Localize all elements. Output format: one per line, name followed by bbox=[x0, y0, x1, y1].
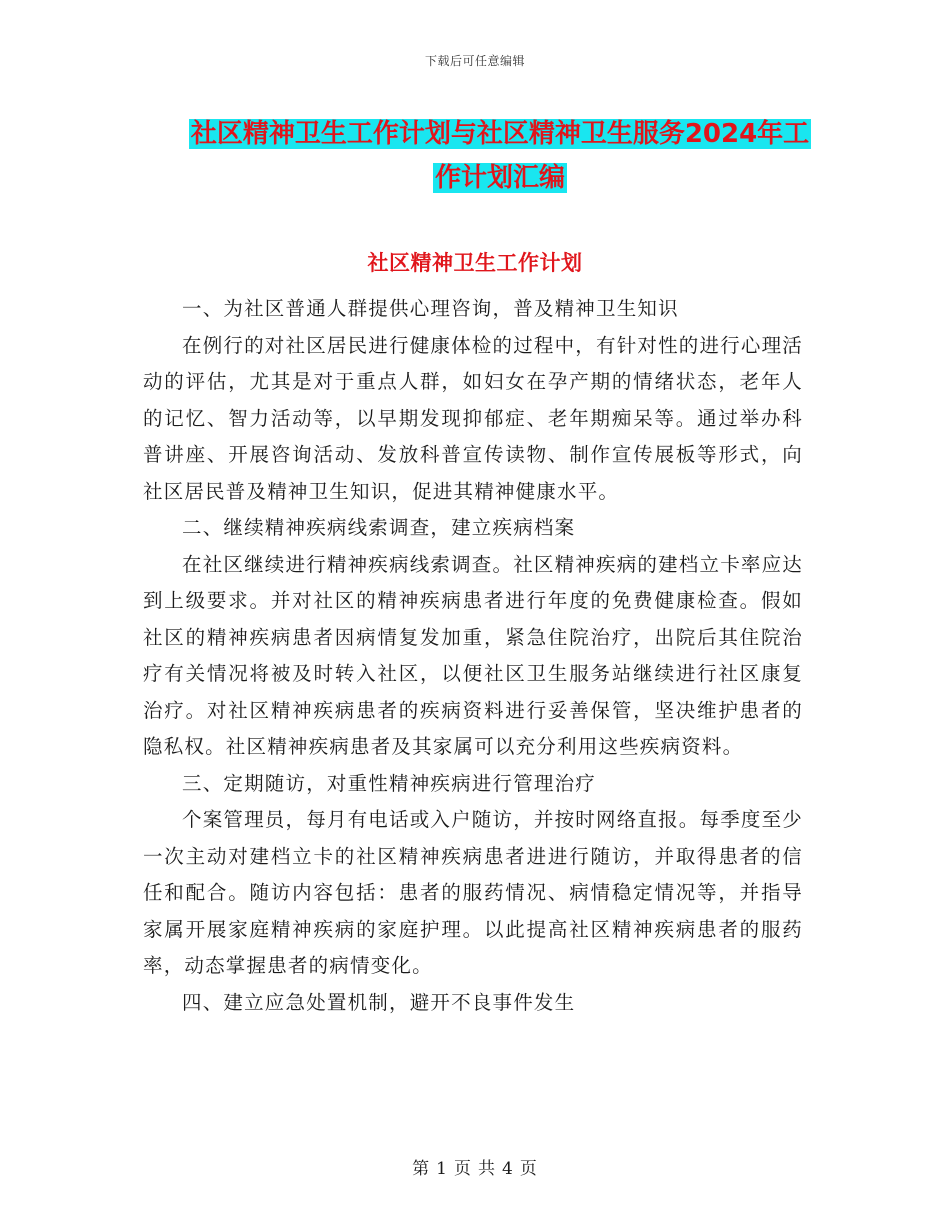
paragraph-1: 在例行的对社区居民进行健康体检的过程中，有针对性的进行心理活动的评估，尤其是对于重点人群，如妇女在孕产期的情绪状态，老年人的记忆、智力活动等，以早期发现抑郁症、老年期痴呆等。通过举办科普讲座、开展咨询活动、发放科普宣传读物、制作宣传展板等形式，向社区居民普及精神卫生知识，促进其精神健康水平。 bbox=[143, 333, 804, 503]
heading-3: 三、定期随访，对重性精神疾病进行管理治疗 bbox=[182, 771, 597, 795]
paragraph-2: 在社区继续进行精神疾病线索调查。社区精神疾病的建档立卡率应达到上级要求。并对社区的精神疾病患者进行年度的免费健康检查。假如社区的精神疾病患者因病情复发加重，紧急住院治疗，出院后其住院治疗有关情况将被及时转入社区，以便社区卫生服务站继续进行社区康复治疗。对社区精神疾病患者的疾病资料进行妥善保管，坚决维护患者的隐私权。社区精神疾病患者及其家属可以充分利用这些疾病资料。 bbox=[143, 552, 804, 758]
paragraph-3: 个案管理员，每月有电话或入户随访，并按时网络直报。每季度至少一次主动对建档立卡的社区精神疾病患者进进行随访，并取得患者的信任和配合。随访内容包括：患者的服药情况、病情稳定情况等，并指导家属开展家庭精神疾病的家庭护理。以此提高社区精神疾病患者的服药率，动态掌握患者的病情变化。 bbox=[143, 808, 804, 977]
footer-label-total: 共 bbox=[478, 1159, 496, 1179]
footer-label-page-unit: 页 bbox=[454, 1159, 472, 1179]
document-title bbox=[140, 112, 860, 200]
document-title-line-2: 作计划汇编 bbox=[434, 163, 565, 193]
document-title-line-1: 社区精神卫生工作计划与社区精神卫生服务2024年工 bbox=[190, 119, 810, 149]
page-footer bbox=[0, 1154, 950, 1179]
footer-total-pages: 4 bbox=[502, 1159, 514, 1179]
footer-current-page: 1 bbox=[436, 1159, 448, 1179]
header-note: 下载后可任意编辑 bbox=[424, 54, 525, 68]
section-title: 社区精神卫生工作计划 bbox=[367, 251, 583, 275]
heading-1: 一、为社区普通人群提供心理咨询，普及精神卫生知识 bbox=[182, 297, 679, 320]
heading-2: 二、继续精神疾病线索调查，建立疾病档案 bbox=[182, 516, 576, 539]
heading-4: 四、建立应急处置机制，避开不良事件发生 bbox=[182, 990, 576, 1014]
footer-label-page: 第 bbox=[412, 1159, 431, 1179]
document-body bbox=[143, 291, 803, 1021]
footer-label-total-unit: 页 bbox=[519, 1159, 538, 1179]
